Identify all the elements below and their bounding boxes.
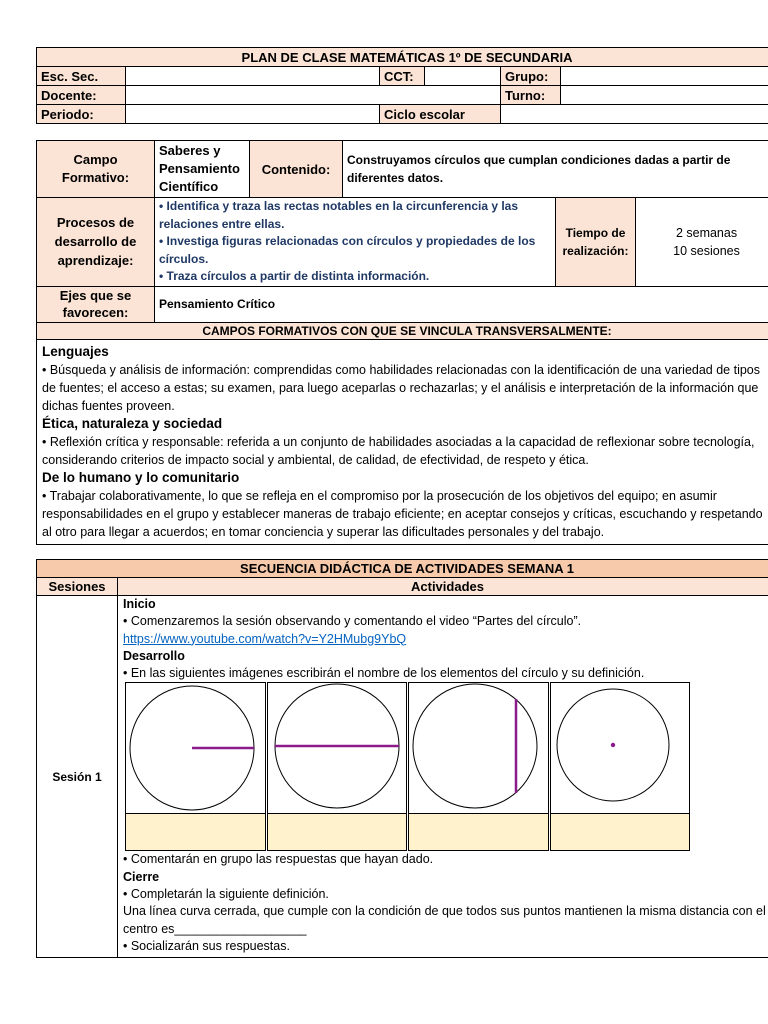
transversal-text: • Trabajar colaborativamente, lo que se refleja en el compromiso por la prosecución de los objetivos del equipo; en asumir responsabilidades en el grupo y establecer maneras de trabajo eficiente; en aceptar consejos y críticas, escuchando y respetando al otro para llegar a acuerdos; en tomar conciencia y superar las dificultades personales y del trabajo. (42, 488, 763, 539)
answer-box[interactable] (551, 813, 690, 851)
periodo-field[interactable] (126, 105, 380, 124)
figure-radius (125, 682, 266, 851)
proceso-item: • Investiga figuras relacionadas con círculos y propiedades de los círculos. (159, 234, 536, 266)
ejes-label: Ejes que se favorecen: (37, 286, 155, 322)
proceso-item: • Identifica y traza las rectas notables en la circunferencia y las relaciones entre ellas. (159, 199, 519, 231)
circle-figures (125, 682, 691, 851)
col-sesiones: Sesiones (37, 578, 118, 596)
inicio-label: Inicio (123, 597, 156, 611)
transversal-text: • Búsqueda y análisis de información: comprendidas como habilidades relacionadas con la identificación de una variedad de tipos de fuentes; el acceso a estas; su examen, para luego aceparlas o rechazarlas; y el análisis e interpretación de la información que dichas fuentes proveen. (42, 362, 761, 413)
circle-center-figure (551, 683, 689, 813)
cct-label: CCT: (380, 67, 425, 86)
inicio-text: • Comenzaremos la sesión observando y comentando el video “Partes del círculo”. (123, 614, 582, 629)
ciclo-label: Ciclo escolar (380, 105, 501, 124)
session-activities (118, 596, 768, 958)
transversal-heading: Lenguajes (42, 343, 109, 359)
transversal-content (37, 339, 768, 544)
session-label: Sesión 1 (37, 596, 118, 958)
esc-sec-label: Esc. Sec. (37, 67, 126, 86)
socializar-text: • Socializarán sus respuestas. (123, 938, 290, 953)
header-table (36, 47, 768, 124)
procesos-list (155, 198, 556, 287)
tiempo-label: Tiempo de realización: (556, 198, 636, 287)
turno-label: Turno: (501, 86, 561, 105)
contenido-value: Construyamos círculos que cumplan condiciones dadas a partir de diferentes datos. (343, 141, 768, 198)
sequence-table (36, 559, 768, 958)
plan-title: PLAN DE CLASE MATEMÁTICAS 1º DE SECUNDARIA (37, 48, 768, 67)
col-actividades: Actividades (118, 578, 768, 596)
ciclo-field[interactable] (501, 105, 768, 124)
video-link[interactable]: https://www.youtube.com/watch?v=Y2HMubg9YbQ (123, 631, 407, 646)
answer-box[interactable] (409, 813, 548, 851)
esc-sec-field[interactable] (126, 67, 380, 86)
after-figures-text: • Comentarán en grupo las respuestas que hayan dado. (123, 852, 434, 867)
grupo-label: Grupo: (501, 67, 561, 86)
grupo-field[interactable] (561, 67, 768, 86)
transversal-heading: Ética, naturaleza y sociedad (42, 415, 223, 431)
docente-field[interactable] (126, 86, 501, 105)
transversal-title: CAMPOS FORMATIVOS CON QUE SE VINCULA TRANSVERSALMENTE: (37, 322, 768, 339)
tiempo-weeks: 2 semanas (675, 225, 738, 240)
tiempo-sessions: 10 sesiones (673, 243, 740, 258)
figure-center (550, 682, 691, 851)
docente-label: Docente: (37, 86, 126, 105)
campo-value: Saberes y Pensamiento Científico (155, 141, 250, 198)
figure-diameter (267, 682, 408, 851)
circle-chord-figure (409, 683, 547, 813)
campo-label: Campo Formativo: (37, 141, 155, 198)
transversal-text: • Reflexión crítica y responsable: referida a un conjunto de habilidades asociadas a la capacidad de reflexionar sobre tecnología, considerando criterios de impacto social y ambiental, de calidad, de efectividad, de respeto y ética. (42, 434, 755, 467)
turno-field[interactable] (561, 86, 768, 105)
periodo-label: Periodo: (37, 105, 126, 124)
tiempo-value (636, 198, 768, 287)
cierre-text: • Completarán la siguiente definición. (123, 887, 329, 902)
circle-diameter-figure (268, 683, 406, 813)
contenido-label: Contenido: (250, 141, 343, 198)
plan-table (36, 140, 768, 545)
procesos-label: Procesos de desarrollo de aprendizaje: (37, 198, 155, 287)
ejes-value: Pensamiento Crítico (155, 286, 768, 322)
proceso-item: • Traza círculos a partir de distinta información. (159, 269, 430, 283)
answer-box[interactable] (268, 813, 407, 851)
transversal-heading: De lo humano y lo comunitario (42, 469, 240, 485)
answer-box[interactable] (126, 813, 265, 851)
figure-chord (408, 682, 549, 851)
cierre-label: Cierre (123, 869, 160, 884)
sequence-title: SECUENCIA DIDÁCTICA DE ACTIVIDADES SEMANA 1 (37, 560, 768, 578)
desarrollo-label: Desarrollo (123, 648, 185, 663)
definicion-text: Una línea curva cerrada, que cumple con la condición de que todos sus puntos mantienen la misma distancia con el centro es___________________ (123, 904, 766, 936)
desarrollo-text: • En las siguientes imágenes escribirán el nombre de los elementos del círculo y su definición. (123, 666, 645, 681)
cct-field[interactable] (425, 67, 501, 86)
circle-radius-figure (126, 683, 264, 813)
